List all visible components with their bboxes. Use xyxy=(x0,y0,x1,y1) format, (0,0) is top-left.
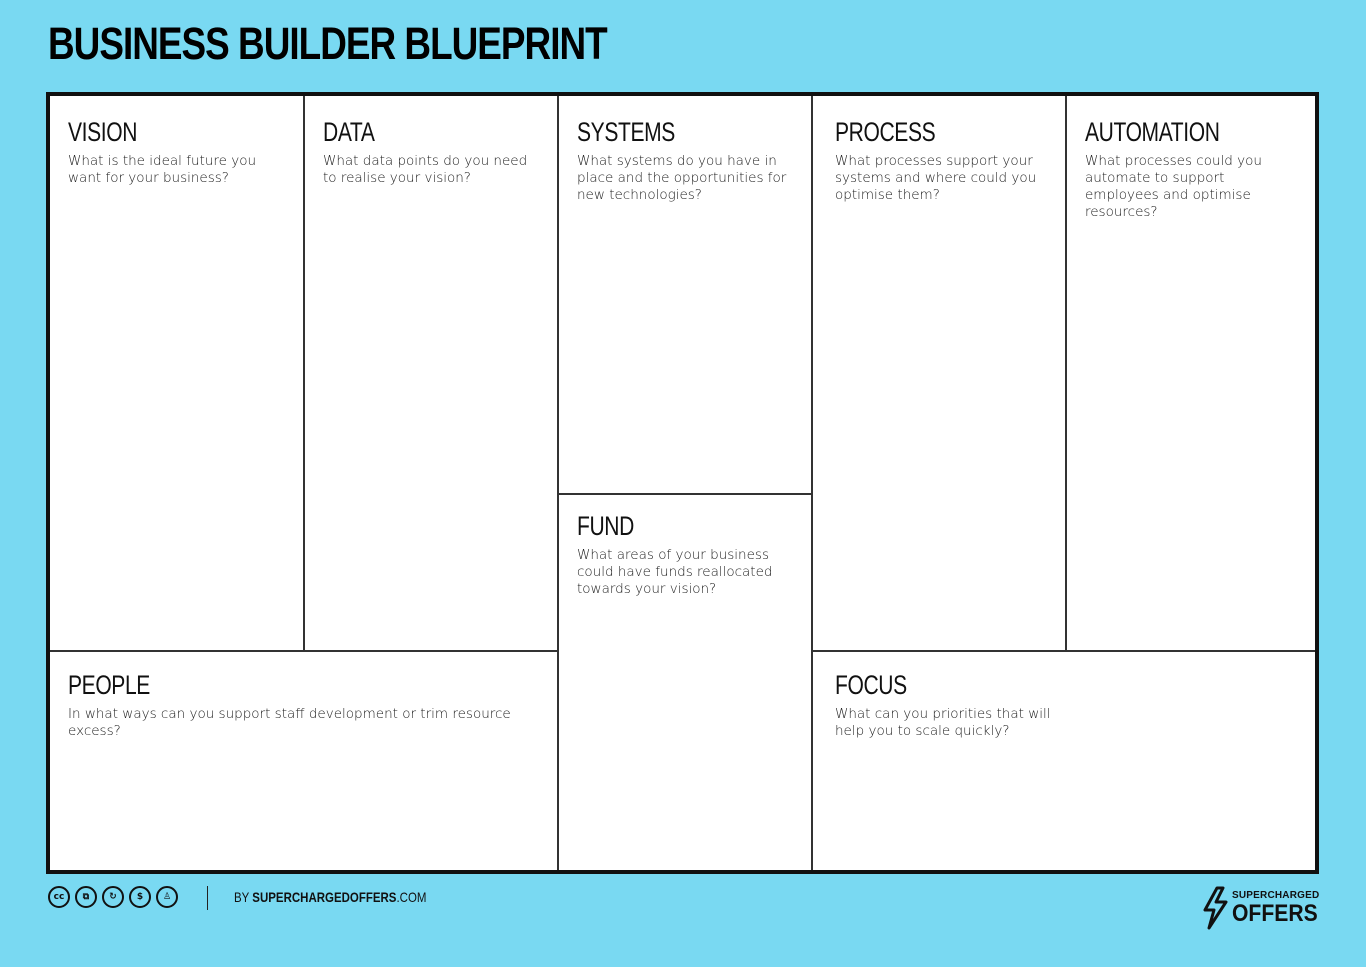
people-title: PEOPLE xyxy=(68,670,150,700)
fund-cell[interactable] xyxy=(559,495,811,870)
logo-big-text: OFFERS xyxy=(1232,899,1318,927)
copy-icon: ⧉ xyxy=(75,886,97,908)
vision-question: What is the ideal future you want for your business? xyxy=(68,153,257,186)
cc-icon: cc xyxy=(48,886,70,908)
byline-tld: .COM xyxy=(396,889,427,905)
logo-small-text: SUPERCHARGED xyxy=(1232,889,1320,901)
vision-title: VISION xyxy=(68,117,138,147)
brand-logo xyxy=(1200,886,1329,930)
systems-title: SYSTEMS xyxy=(577,117,675,147)
footer-separator xyxy=(207,886,208,910)
fund-question: What areas of your business could have funds reallocated towards your vision? xyxy=(577,547,773,597)
blueprint-board xyxy=(46,92,1319,874)
people-question: In what ways can you support staff development or trim resource excess? xyxy=(68,706,511,739)
process-cell[interactable] xyxy=(813,96,1065,650)
process-title: PROCESS xyxy=(835,117,936,147)
automation-question: What processes could you automate to support employees and optimise resources? xyxy=(1085,153,1262,220)
byline-brand: SUPERCHARGEDOFFERS xyxy=(252,889,397,905)
license-icons xyxy=(48,886,178,908)
attribution-icon: ♙ xyxy=(156,886,178,908)
systems-question: What systems do you have in place and the opportunities for new technologies? xyxy=(577,153,787,203)
noncommercial-icon: $ xyxy=(129,886,151,908)
focus-title: FOCUS xyxy=(835,670,907,700)
automation-cell[interactable] xyxy=(1067,96,1315,650)
vision-cell[interactable] xyxy=(50,96,303,650)
fund-title: FUND xyxy=(577,511,634,541)
byline[interactable] xyxy=(234,889,426,905)
page-title: BUSINESS BUILDER BLUEPRINT xyxy=(48,18,607,69)
process-question: What processes support your systems and where could you optimise them? xyxy=(835,153,1037,203)
automation-title: AUTOMATION xyxy=(1085,117,1220,147)
data-cell[interactable] xyxy=(305,96,557,650)
people-cell[interactable] xyxy=(50,652,557,870)
focus-cell[interactable] xyxy=(813,652,1315,870)
byline-by: BY xyxy=(234,889,250,905)
data-title: DATA xyxy=(323,117,375,147)
systems-cell[interactable] xyxy=(559,96,811,493)
data-question: What data points do you need to realise your vision? xyxy=(323,153,528,186)
focus-question: What can you priorities that will help you to scale quickly? xyxy=(835,706,1051,739)
remix-icon: ↻ xyxy=(102,886,124,908)
lightning-bolt-icon xyxy=(1200,886,1230,930)
